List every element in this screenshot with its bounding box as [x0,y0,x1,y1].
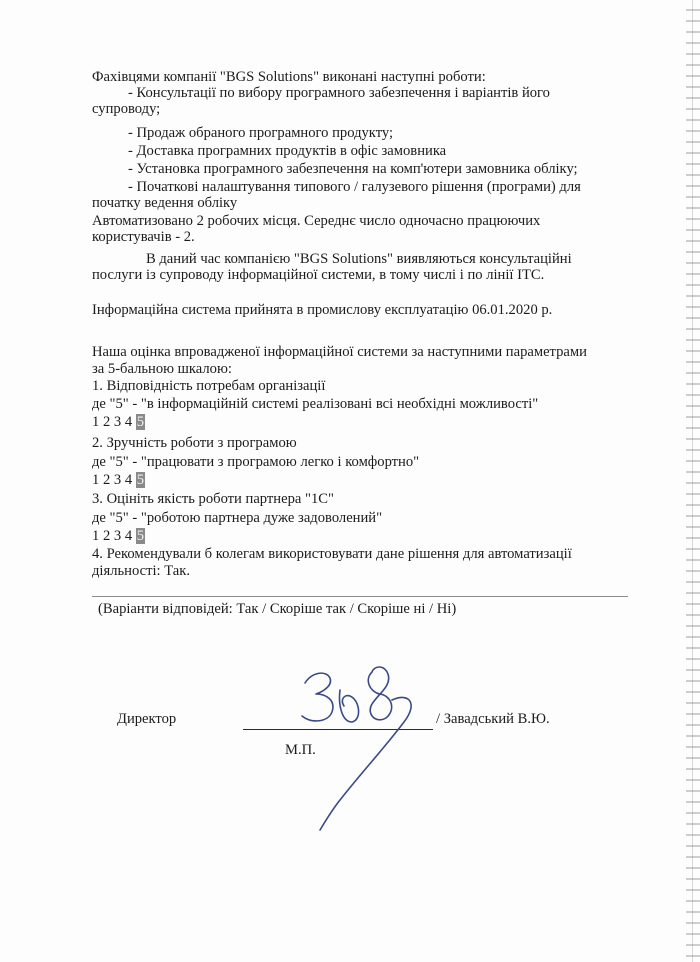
question-2-hint: де "5" - "працювати з програмою легко і комфортно" [92,454,420,470]
question-3-hint: де "5" - "роботою партнера дуже задоволений" [92,510,383,526]
services-text-cont: послуги із супроводу інформаційної системи, в тому числі і по лінії ІТС. [92,267,545,283]
automation-text: Автоматизовано 2 робочих місця. Середнє число одночасно працюючих [92,213,541,229]
scale-numbers: 1 2 3 4 [92,414,136,430]
services-text: В даний час компанією "BGS Solutions" виявляються консультаційні [146,251,572,267]
question-1-scale [92,415,145,431]
divider-line [92,596,628,597]
stamp-label: М.П. [285,742,316,758]
rating-intro: Наша оцінка впровадженої інформаційної системи за наступними параметрами [92,344,587,360]
work-item-1: - Консультації по вибору програмного забезпечення і варіантів його [128,85,550,101]
question-3-title: 3. Оцініть якість роботи партнера "1С" [92,491,334,507]
recommend-text: 4. Рекомендували б колегам використовувати дане рішення для автоматизації [92,546,572,562]
selected-score: 5 [136,472,145,488]
work-item-5: - Початкові налаштування типового / галузевого рішення (програми) для [128,179,581,195]
work-item-5-cont: початку ведення обліку [92,195,238,211]
signature-line [243,729,433,730]
answer-variants: (Варіанти відповідей: Так / Скоріше так / Скоріше ні / Ні) [98,601,457,617]
question-2-title: 2. Зручність роботи з програмою [92,435,297,451]
intro-text: Фахівцями компанії "BGS Solutions" виконані наступні роботи: [92,69,486,85]
selected-score: 5 [136,414,145,430]
scan-edge-artifact [686,0,700,962]
work-item-3: - Доставка програмних продуктів в офіс замовника [128,143,447,159]
recommend-text-cont: діяльності: Так. [92,563,190,579]
signatory-name: / Завадський В.Ю. [436,711,550,727]
director-label: Директор [117,711,177,727]
question-1-hint: де "5" - "в інформаційній системі реалізовані всі необхідні можливості" [92,396,539,412]
scale-numbers: 1 2 3 4 [92,472,136,488]
selected-score: 5 [136,528,145,544]
acceptance-text: Інформаційна система прийнята в промислову експлуатацію 06.01.2020 р. [92,302,553,318]
question-3-scale [92,529,145,545]
question-2-scale [92,473,145,489]
work-item-1-cont: супроводу; [92,101,161,117]
question-1-title: 1. Відповідність потребам організації [92,378,326,394]
automation-text-cont: користувачів - 2. [92,229,195,245]
rating-intro-cont: за 5-бальною шкалою: [92,361,232,377]
work-item-4: - Установка програмного забезпечення на комп'ютери замовника обліку; [128,161,578,177]
scan-edge-line [692,0,693,962]
scale-numbers: 1 2 3 4 [92,528,136,544]
work-item-2: - Продаж обраного програмного продукту; [128,125,394,141]
